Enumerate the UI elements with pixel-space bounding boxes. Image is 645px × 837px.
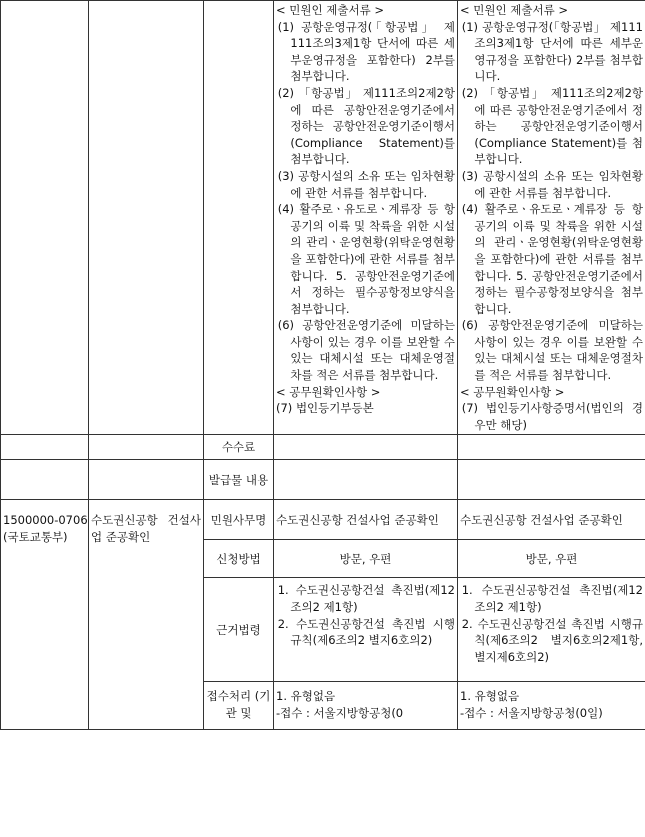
office-reception: -접수 : 서울지방항공청(0 [276, 706, 404, 721]
label-service-name: 민원사무명 [204, 500, 274, 540]
document-item-1: (1) 공항운영규정(「항공법」 제111조의3제1항 단서에 따른 세부운영규정을 포함한다) 2부를 첨부합니다. [461, 19, 643, 84]
current-issued-document-cell [274, 460, 458, 500]
current-fee-cell [274, 435, 458, 460]
current-legal-basis-cell [274, 578, 458, 682]
revised-service-name-cell: 수도권신공항 건설사업 준공확인 [458, 500, 645, 540]
official-check-item: (7) 법인등기부등본 [276, 401, 374, 416]
document-item-6: (6) 공항안전운영기준에 미달하는 사항이 있는 경우 이를 보완할 수 있는 대체시설 또는 대체운영절차를 적은 서류를 첨부합니다. [277, 318, 455, 383]
document-item-4: (4) 활주로ㆍ유도로ㆍ계류장 등 항공기의 이륙 및 착륙을 위한 시설의 관리ㆍ운영현황(위탁운영현황을 포함한다)에 관한 서류를 첨부합니다. 5. 공항안전운영기준에서 정하는 필수공항정보양식을 첨부합니다. [461, 202, 643, 316]
label-issued-document: 발급물 내용 [204, 460, 274, 500]
service-agency: (국토교통부) [3, 530, 68, 545]
label-fee: 수수료 [204, 435, 274, 460]
revised-application-method-cell: 방문, 우편 [458, 540, 645, 578]
label-legal-basis: 근거법령 [204, 578, 274, 682]
service-title-cell [89, 500, 204, 730]
revised-documents-cell [458, 1, 645, 435]
current-documents-cell [274, 1, 458, 435]
empty-cell [1, 435, 89, 460]
document-item-6: (6) 공항안전운영기준에 미달하는 사항이 있는 경우 이를 보완할 수 있는 대체시설 또는 대체운영절차를 적은 서류를 첨부합니다. [461, 318, 643, 383]
office-type: 1. 유형없음 [276, 689, 336, 704]
applicant-documents-header: < 민원인 제출서류 > [276, 3, 385, 17]
legal-basis-item-2: 2. 수도권신공항건설 촉진법 시행규칙(제6조의2 별지6호의2) [277, 616, 455, 648]
legal-basis-item-1: 1. 수도권신공항건설 촉진법(제12조의2 제1항) [277, 583, 455, 615]
document-item-4: (4) 활주로ㆍ유도로ㆍ계류장 등 항공기의 이륙 및 착륙을 위한 시설의 관리ㆍ운영현황(위탁운영현황을 포함한다)에 관한 서류를 첨부합니다. 5. 공항안전운영기준에서 정하는 필수공항정보양식을 첨부합니다. [277, 202, 455, 316]
office-type: 1. 유형없음 [460, 689, 520, 704]
label-processing-office: 접수처리 (기관 및 [204, 682, 274, 730]
label-cell-required-documents [204, 1, 274, 435]
empty-cell [89, 460, 204, 500]
document-item-3: (3) 공항시설의 소유 또는 임차현황에 관한 서류를 첨부합니다. [277, 168, 455, 200]
service-title: 수도권신공항 건설사업 준공확인 [91, 513, 201, 545]
document-item-3: (3) 공항시설의 소유 또는 임차현황에 관한 서류를 첨부합니다. [461, 168, 643, 200]
official-check-header: < 공무원확인사항 > [276, 384, 381, 399]
current-application-method-cell: 방문, 우편 [274, 540, 458, 578]
revised-fee-cell [458, 435, 645, 460]
office-reception: -접수 : 서울지방항공청(0일) [460, 706, 603, 721]
document-item-2: (2) 「항공법」 제111조의2제2항에 따른 공항안전운영기준에서 정하는 공항안전운영기준이행서(Compliance Statement)를 첨부합니다. [461, 85, 643, 167]
empty-cell [89, 435, 204, 460]
legal-basis-item-1: 1. 수도권신공항건설 촉진법(제12조의2 제1항) [461, 583, 643, 615]
official-check-header: < 공무원확인사항 > [460, 384, 565, 399]
table-row-fee [1, 435, 645, 460]
official-check-item: (7) 법인등기사항증명서(법인의 경우만 해당) [461, 401, 643, 432]
service-title-cell-top [89, 1, 204, 435]
current-service-name-cell: 수도권신공항 건설사업 준공확인 [274, 500, 458, 540]
document-item-2: (2) 「항공법」 제111조의2제2항에 따른 공항안전운영기준에서 정하는 공항안전운영기준이행서(Compliance Statement)를 첨부합니다. [277, 85, 455, 167]
table-row-service-name [1, 500, 645, 540]
table-row-required-documents [1, 1, 645, 435]
document-item-1: (1) 공항운영규정(「항공법」 제111조의3제1항 단서에 따른 세부운영규정을 포함한다) 2부를 첨부합니다. [277, 19, 455, 84]
legal-basis-item-2: 2. 수도권신공항건설 촉진법 시행규칙(제6조의2 별지6호의2제1항, 별지제6호의2) [461, 616, 643, 664]
service-code-cell [1, 500, 89, 730]
current-processing-office-cell [274, 682, 458, 730]
table-row-issued-document [1, 460, 645, 500]
empty-cell [1, 460, 89, 500]
revised-processing-office-cell [458, 682, 645, 730]
label-application-method: 신청방법 [204, 540, 274, 578]
applicant-documents-header: < 민원인 제출서류 > [460, 3, 569, 17]
revised-legal-basis-cell [458, 578, 645, 682]
service-code-cell-top [1, 1, 89, 435]
service-code: 1500000-0706 [3, 513, 88, 528]
revised-issued-document-cell [458, 460, 645, 500]
